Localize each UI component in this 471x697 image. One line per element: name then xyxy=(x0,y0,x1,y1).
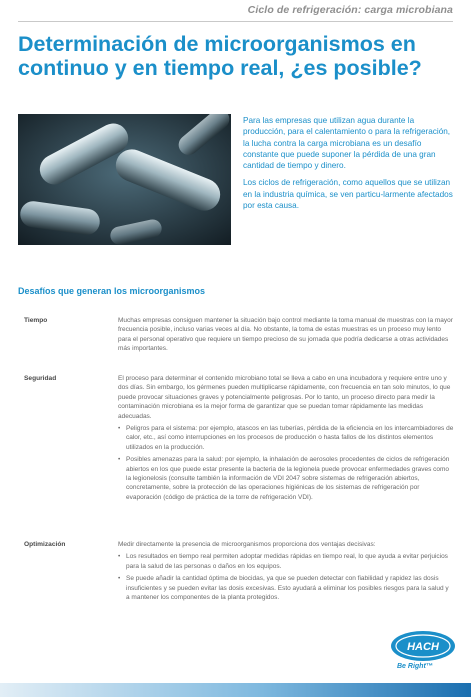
row-paragraph: El proceso para determinar el contenido microbiano total se lleva a cabo en una incubadora y requiere entre uno y dos días. Sin embargo, los gérmenes pueden multiplicarse rápidamente, con frecuencia en tan solo minutos, lo que puede provocar situaciones graves y potencialmente peligrosas. Por lo tanto, un proceso directo para medir la contaminación microbiana es la mejor forma de garantizar que se puedan tomar rápidamente las medidas adecuadas. xyxy=(118,375,451,420)
intro-paragraph: Para las empresas que utilizan agua durante la producción, para el calentamiento o para la refrigeración, la lucha contra la carga microbiana es un desafío constante que puede suponer la pérdida de una gran cantidad de tiempo y dinero. xyxy=(243,116,451,171)
row-body-seguridad xyxy=(118,374,454,505)
row-body-optimizacion xyxy=(118,540,454,605)
list-item: • Se puede añadir la cantidad óptima de biocidas, ya que se pueden detectar con fiabilidad y rapidez las dosis insuficientes y se pueden evitar las dosis excesivas. Esto ayudará a eliminar los posibles riesgos para la salud y a mantener los componentes de la planta protegidos. xyxy=(118,574,454,602)
intro-paragraph: Los ciclos de refrigeración, como aquellos que se utilizan en la industria química, se ven particu-larmente afectados por esta causa. xyxy=(243,178,453,211)
header-divider xyxy=(18,21,453,22)
intro-text xyxy=(243,115,455,217)
row-paragraph: Muchas empresas consiguen mantener la situación bajo control mediante la toma manual de muestras con la mayor frecuencia posible, incluso varias veces al día. No obstante, la toma de estas muestras es un proceso muy lento para el personal operativo que requiere un tiempo precioso de su jornada que podría dedicarse a otras actividades más importantes. xyxy=(118,317,453,353)
page-title: Determinación de microorganismos en continuo y en tiempo real, ¿es posible? xyxy=(18,32,422,80)
footer-band xyxy=(0,683,471,697)
list-item: • Los resultados en tiempo real permiten adoptar medidas rápidas en tiempo real, lo que ayuda a evitar perjuicios para la salud de las personas o daños en los equipos. xyxy=(118,552,454,571)
running-header: Ciclo de refrigeración: carga microbiana xyxy=(247,4,453,16)
bullet-list xyxy=(118,552,454,602)
row-label-seguridad: Seguridad xyxy=(24,375,57,382)
list-item: • Peligros para el sistema: por ejemplo, atascos en las tuberías, pérdida de la eficiencia en los intercambiadores de calor, etc., así como interrupciones en los procesos de producción o hasta fallos de los distintos elementos utilizados en la producción. xyxy=(118,424,454,452)
row-label-optimizacion: Optimización xyxy=(24,541,66,548)
logo-tagline: Be Right™ xyxy=(397,663,433,670)
bullet-list xyxy=(118,424,454,502)
logo-brand: HACH xyxy=(407,641,439,653)
bacteria-illustration xyxy=(18,114,231,245)
list-item: • Posibles amenazas para la salud: por ejemplo, la inhalación de aerosoles procedentes de ciclos de refrigeración abiertos en los que puede estar presente la bacteria de la legionela puede provocar enfermedades graves como la legionelosis (consulte también la información de VDI 2047 sobre sistemas de refrigeración abiertos, concretamente, sobre la protección de las operaciones higiénicas de los sistemas de refrigeración por evaporación (código de práctica de la torre de refrigeración VDI). xyxy=(118,455,454,502)
hach-logo-icon xyxy=(389,628,457,664)
row-body-tiempo xyxy=(118,316,454,357)
row-label-tiempo: Tiempo xyxy=(24,317,48,324)
hach-logo xyxy=(389,628,457,678)
row-paragraph: Medir directamente la presencia de microorganismos proporciona dos ventajas decisivas: xyxy=(118,541,376,548)
bacteria-image xyxy=(18,114,231,245)
section-heading: Desafíos que generan los microorganismos xyxy=(18,286,206,296)
